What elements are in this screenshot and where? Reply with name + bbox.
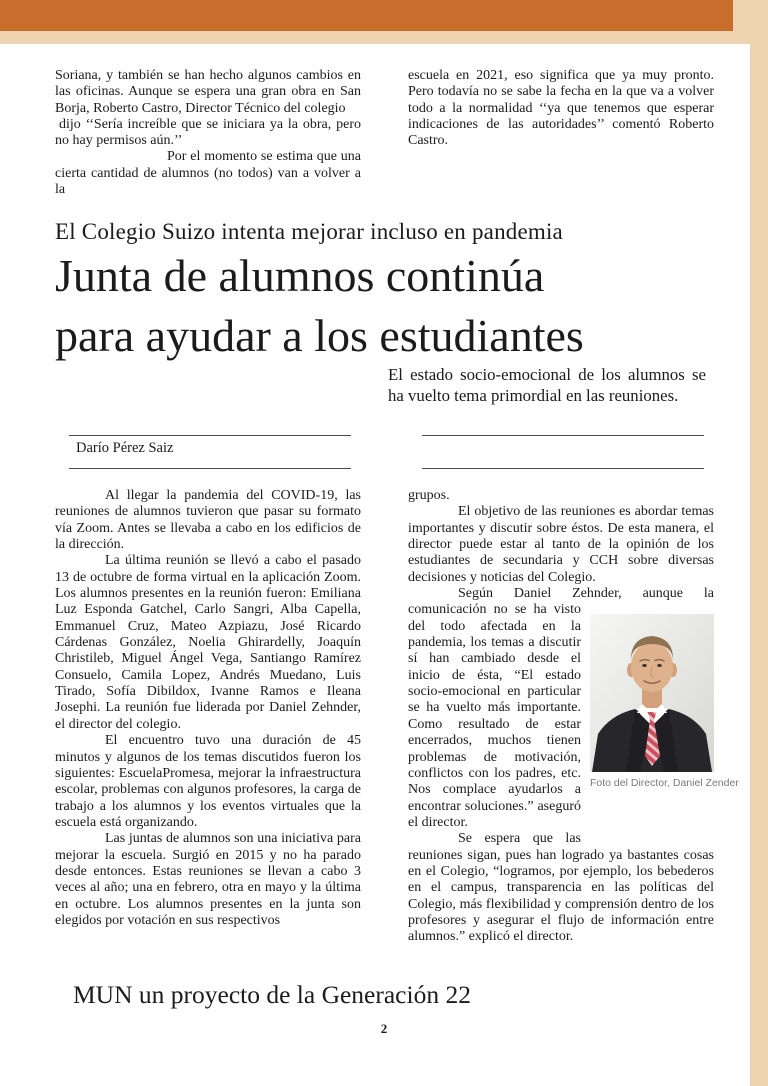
header-band-dark	[0, 0, 733, 31]
byline-empty	[408, 436, 714, 468]
article-paragraph: La última reunión se llevó a cabo el pasado 13 de octubre de forma virtual en la aplicación Zoom. Los alumnos presentes en la reunión fueron: Emiliana Luz Esponda Gatchel, Carlo Sangri, Alba Capella, Emmanuel Cruz, Mateo Azpiazu, José Ricardo Cárdenas González, Noelia Ghirardelly, Joaquín Christileb, Miguel Ángel Vega, Santiango Ramírez Consuelo, Camila Lopez, Andrés Muedano, Luis Tirado, Sofía Dibildox, Ivanne Ramos e Ileana Josephi. La reunión fue liderada por Daniel Zehnder, el director del colegio.	[55, 553, 361, 732]
byline-left	[55, 435, 361, 469]
director-portrait	[590, 614, 714, 772]
top-story-paragraph: Soriana, y también se han hecho algunos cambios en las oficinas. Aunque se espera una gran obra en San Borja, Roberto Castro, Director Técnico del colegio	[55, 68, 361, 116]
byline-author: Darío Pérez Saiz	[76, 440, 174, 456]
article-right-column	[408, 488, 739, 946]
article-paragraph: El objetivo de las reuniones es abordar temas importantes y discutir sobre éstos. De esta manera, el director puede estar al tanto de la opinión de los estudiantes de secundaria y CCH sobre diversas decisiones y noticias del Colegio.	[408, 504, 714, 585]
top-story-paragraph: Por el momento se estima que una cierta cantidad de alumnos (no todos) van a volver a la	[55, 149, 361, 198]
article-paragraph-lead: Según Daniel Zehnder, aunque la	[458, 586, 714, 602]
director-photo-figure	[590, 614, 739, 790]
top-story-left-column	[55, 68, 361, 198]
headline-line: Junta de alumnos continúa	[55, 250, 545, 301]
byline-right	[408, 435, 714, 469]
standfirst: El estado socio-emocional de los alumnos se ha vuelto tema primordial en las reuniones.	[388, 365, 706, 405]
article-paragraph: Se espera que las reuniones sigan, pues han logrado ya bastantes cosas en el Colegio, “logramos, por ejemplo, los bebederos en el campus, transparencia en las políticas del Colegio, más flexibilidad y comprensión dentro de los profesores y asegurar el flujo de información entre alumnos.” explicó el director.	[408, 831, 714, 945]
article-paragraph: El encuentro tuvo una duración de 45 minutos y algunos de los temas discutidos fueron los siguientes: EscuelaPromesa, mejorar la infraestructura escolar, problemas con algunos profesores, la carga de trabajo a los alumnos y los eventos virtuales que la escuela está organizando.	[55, 733, 361, 830]
article-paragraph	[408, 586, 739, 831]
page-number: 2	[380, 1021, 388, 1036]
article-paragraph-rest: comunicación no se ha visto del todo afectada en la pandemia, los temas a discutir sí han cambiado desde el inicio de ésta, “El estado socio-emocional en particular se ha vuelto más importante. Como resultado de estar encerrados, muchos tienen problemas de motivación, conflictos con los padres, etc. Nos complace ayudarlos a encontrar soluciones.” aseguró el director.	[408, 602, 581, 830]
byline-row	[55, 435, 714, 469]
right-edge-strip	[750, 0, 768, 1086]
photo-caption: Foto del Director, Daniel Zender	[590, 777, 739, 790]
article-paragraph: Las juntas de alumnos son una iniciativa para mejorar la escuela. Surgió en 2015 y no ha parado desde entonces. Estas reuniones se llevan a cabo 3 veces al año; una en febrero, otra en mayo y la última en octubre. Los alumnos presentes en la junta son elegidos por votación en sus respectivos	[55, 831, 361, 928]
top-story-right-column	[408, 68, 714, 198]
article-body	[55, 488, 739, 946]
next-section-title: MUN un proyecto de la Generación 22	[73, 980, 471, 1009]
headline	[55, 246, 584, 366]
byline-rule	[69, 468, 351, 469]
top-story-paragraph: dijo ‘‘Sería increíble que se iniciara ya la obra, pero no hay permisos aún.’’	[55, 116, 361, 149]
article-paragraph: Al llegar la pandemia del COVID-19, las reuniones de alumnos tuvieron que pasar su formato vía Zoom. Antes se llevaba a cabo en los edificios de la dirección.	[55, 488, 361, 553]
top-story-paragraph: escuela en 2021, eso significa que ya muy pronto. Pero todavía no se sabe la fecha en la que va a volver todo a la normalidad ‘‘ya que tenemos que esperar indicaciones de las autoridades’’ comentó Roberto Castro.	[408, 68, 714, 149]
byline-rule	[422, 468, 704, 469]
article-paragraph: grupos.	[408, 488, 450, 503]
top-story	[55, 68, 714, 198]
headline-line: para ayudar a los estudiantes	[55, 310, 584, 361]
article-left-column	[55, 488, 361, 946]
kicker: El Colegio Suizo intenta mejorar incluso en pandemia	[55, 219, 563, 244]
